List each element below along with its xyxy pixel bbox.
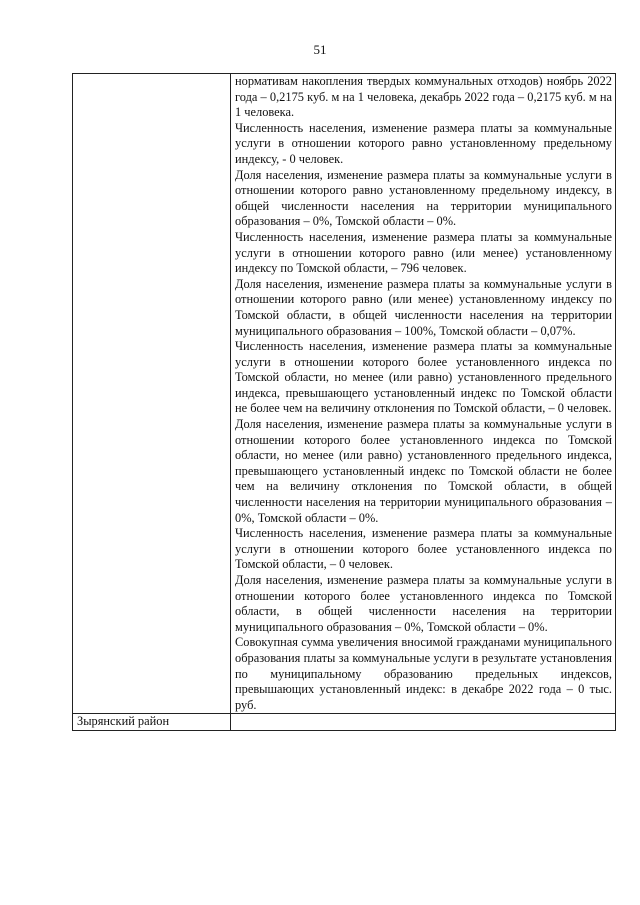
paragraph-share-above-index-within-deviation: Доля населения, изменение размера платы за коммунальные услуги в отношении которого более установленного индекса по Томской области, но менее (или равно) установленного предельного индекса, превышающего установленный индекс по Томской области не более чем на величину отклонения по Томской области, в общей численности населения на территории муниципального образования – 0%, Томской области – 0%. xyxy=(235,417,612,525)
paragraph-population-limit-index: Численность населения, изменение размера платы за коммунальные услуги в отношении которого равно установленному предельному индексу, - 0 человек. xyxy=(235,120,612,166)
district-cell xyxy=(73,74,231,714)
table-row xyxy=(73,714,616,731)
paragraph-norms: нормативам накопления твердых коммунальных отходов) ноябрь 2022 года – 0,2175 куб. м на 1 человека, декабрь 2022 года – 0,2175 куб. м на 1 человека. xyxy=(235,74,612,120)
district-name-cell: Зырянский район xyxy=(73,714,231,731)
page-number: 51 xyxy=(313,42,327,57)
table-row xyxy=(73,74,616,714)
paragraph-population-above-index-within-deviation: Численность населения, изменение размера платы за коммунальные услуги в отношении которого более установленного индекса по Томской области, но менее (или равно) установленного предельного индекса, превышающего установленный индекс по Томской области не более чем на величину отклонения по Томской области, – 0 человек. xyxy=(235,339,612,416)
paragraph-total-increase: Совокупная сумма увеличения вносимой гражданами муниципального образования платы за коммунальные услуги в результате установления по муниципальному образованию предельных индексов, превышающих установленный индекс: в декабре 2022 года – 0 тыс. руб. xyxy=(235,635,612,712)
paragraph-population-regional-index: Численность населения, изменение размера платы за коммунальные услуги в отношении которого равно (или менее) установленному индексу по Томской области, – 796 человек. xyxy=(235,229,612,276)
paragraph-population-above-index: Численность населения, изменение размера платы за коммунальные услуги в отношении которого более установленного индекса по Томской области, – 0 человек. xyxy=(235,526,612,572)
paragraph-share-above-index: Доля населения, изменение размера платы за коммунальные услуги в отношении которого более установленного индекса по Томской области, в общей численности населения на территории муниципального образования – 0%, Томской области – 0%. xyxy=(235,573,612,634)
document-table xyxy=(72,73,616,731)
paragraph-share-regional-index: Доля населения, изменение размера платы за коммунальные услуги в отношении которого равно (или менее) установленному индексу по Томской области, в общей численности населения на территории муниципального образования – 100%, Томской области – 0,07%. xyxy=(235,276,612,338)
paragraph-share-limit-index: Доля населения, изменение размера платы за коммунальные услуги в отношении которого равно установленному предельному индексу, в общей численности населения на территории муниципального образования – 0%, Томской области – 0%. xyxy=(235,167,612,229)
empty-cell xyxy=(231,714,616,731)
indicators-cell xyxy=(231,74,616,714)
